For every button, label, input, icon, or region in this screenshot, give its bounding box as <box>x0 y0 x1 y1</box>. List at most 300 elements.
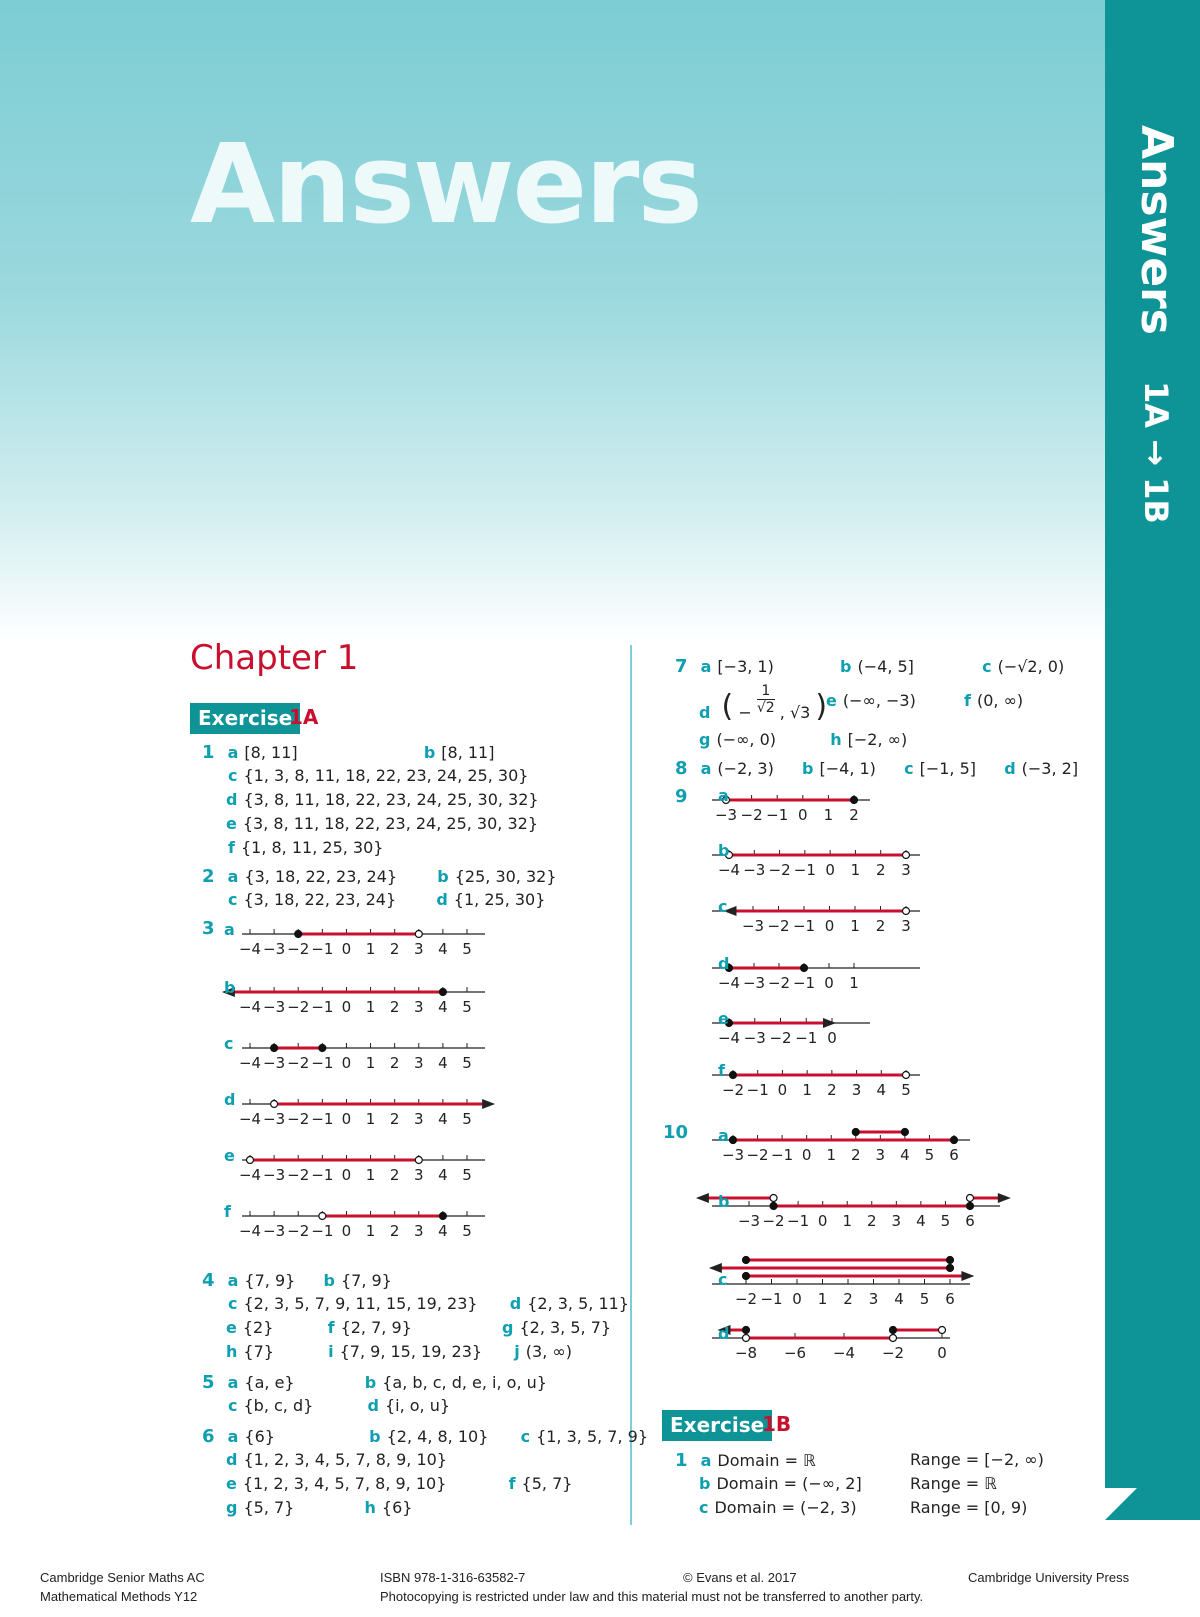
number-line-svg <box>240 912 490 962</box>
number-line-svg <box>710 1318 960 1368</box>
tick-label: 0 <box>792 1290 802 1308</box>
part-label: d <box>718 1324 730 1343</box>
part-label: b <box>323 1271 335 1290</box>
part-label: c <box>228 1294 238 1313</box>
footer-copyright: © Evans et al. 2017 <box>683 1570 797 1585</box>
footer-book-title: Mathematical Methods Y12 <box>40 1589 198 1604</box>
answer-value: (−√2, 0) <box>997 657 1065 676</box>
answer-row <box>228 838 383 857</box>
number-line-svg <box>240 1138 490 1188</box>
tick-label: 3 <box>851 1081 862 1099</box>
question-number-row <box>202 918 215 939</box>
part-label: d <box>436 890 448 909</box>
part-label: b <box>423 743 436 762</box>
answer-row <box>228 766 528 785</box>
tick-label: −1 <box>311 1054 334 1072</box>
part-label: a <box>227 1427 239 1446</box>
tick-label: −1 <box>746 1081 769 1099</box>
number-line-svg <box>240 1082 490 1132</box>
closed-endpoint <box>951 1137 958 1144</box>
answer-row <box>699 730 907 749</box>
answer-value: {2, 7, 9} <box>340 1318 412 1337</box>
closed-endpoint <box>319 1045 326 1052</box>
tick-label: 2 <box>389 1054 400 1072</box>
tick-label: −2 <box>881 1344 905 1362</box>
answer-row <box>675 1450 816 1471</box>
open-endpoint <box>415 1157 422 1164</box>
range-value: Range = [−2, ∞) <box>910 1450 1044 1469</box>
tick-label: 4 <box>876 1081 887 1099</box>
answer-value: {5, 7} <box>243 1498 295 1517</box>
number-line-a <box>224 912 490 962</box>
tick-label: 3 <box>414 1110 424 1128</box>
number-line-c <box>710 1250 970 1308</box>
part-label: b <box>437 867 449 886</box>
part-label: b <box>802 759 814 778</box>
closed-endpoint <box>890 1327 897 1334</box>
tick-label: 5 <box>919 1290 930 1308</box>
question-number: 1 <box>202 742 215 763</box>
number-line-a <box>710 1120 970 1170</box>
closed-endpoint <box>295 931 302 938</box>
number-line-f <box>224 1194 490 1244</box>
tick-label: 1 <box>850 861 861 879</box>
number-line-d <box>224 1082 490 1132</box>
tick-label: 2 <box>389 1222 400 1240</box>
tick-label: 3 <box>414 940 424 958</box>
tick-label: −3 <box>737 1212 761 1230</box>
tick-label: −2 <box>768 861 791 879</box>
tick-label: −3 <box>714 806 738 824</box>
paren-open: ( <box>721 689 734 724</box>
hero-banner <box>0 0 1105 640</box>
answer-value: {1, 25, 30} <box>453 890 546 909</box>
answer-value: {a, b, c, d, e, i, o, u} <box>382 1373 547 1392</box>
tick-label: 6 <box>945 1290 955 1308</box>
tick-label: 3 <box>414 998 424 1016</box>
tick-label: 1 <box>850 917 860 935</box>
part-label: d <box>226 790 238 809</box>
tick-label: 1 <box>365 1166 376 1184</box>
arrow-right <box>998 1193 1011 1203</box>
tick-label: −2 <box>734 1290 758 1308</box>
answer-value: {25, 30, 32} <box>454 867 557 886</box>
answer-row <box>202 1270 392 1291</box>
tick-label: 0 <box>777 1081 788 1099</box>
answer-value: (−2, 3) <box>717 759 774 778</box>
tick-label: −4 <box>717 861 741 879</box>
tick-label: −1 <box>771 1146 794 1164</box>
tick-label: −4 <box>238 1222 262 1240</box>
part-label: j <box>514 1342 520 1361</box>
paren-close: ) <box>815 689 828 724</box>
domain-value: Domain = ℝ <box>717 1451 816 1470</box>
answer-row <box>826 691 1023 710</box>
tick-label: −1 <box>787 1212 810 1230</box>
part-label: f <box>718 1061 725 1080</box>
answer-row <box>226 1474 572 1493</box>
arrow-right <box>961 1271 974 1281</box>
number-line-a <box>710 785 910 835</box>
number-line-c <box>224 1026 490 1076</box>
tick-label: −4 <box>238 1054 262 1072</box>
open-endpoint <box>770 1195 777 1202</box>
tick-label: 2 <box>875 861 886 879</box>
number-line-b <box>710 1180 1010 1230</box>
tick-label: 4 <box>438 1166 448 1184</box>
number-line-svg <box>710 896 930 946</box>
part-label: e <box>226 814 237 833</box>
part-label: f <box>224 1202 231 1221</box>
tick-label: −1 <box>792 917 816 935</box>
answer-value: (3, ∞) <box>525 1342 572 1361</box>
part-label: f <box>327 1318 335 1337</box>
tick-label: −2 <box>769 1029 792 1047</box>
closed-endpoint <box>439 989 446 996</box>
open-endpoint <box>415 931 422 938</box>
tick-label: −4 <box>238 1166 262 1184</box>
footer-publisher: Cambridge University Press <box>968 1570 1130 1585</box>
part-label: a <box>700 1451 712 1470</box>
answer-value: {3, 18, 22, 23, 24} <box>243 890 397 909</box>
tick-label: 1 <box>365 1110 376 1128</box>
tick-label: 2 <box>827 1081 837 1099</box>
tick-label: −1 <box>311 1166 334 1184</box>
number-line-d <box>710 1318 960 1368</box>
open-endpoint <box>939 1327 946 1334</box>
tick-label: 0 <box>825 861 835 879</box>
footer-book-series: Cambridge Senior Maths AC <box>40 1570 205 1585</box>
answer-value: {i, o, u} <box>384 1396 451 1415</box>
part-label: c <box>699 1498 709 1517</box>
question-number-row <box>675 786 688 807</box>
answer-value: {7, 9, 15, 19, 23} <box>339 1342 483 1361</box>
answer-row <box>226 790 539 809</box>
closed-endpoint <box>730 1137 737 1144</box>
answer-row <box>699 683 827 723</box>
column-divider <box>630 645 632 1525</box>
part-label: d <box>509 1294 522 1313</box>
answer-value: [−2, ∞) <box>847 730 908 749</box>
answer-value: , √3 <box>779 703 811 722</box>
tick-label: 5 <box>462 998 472 1016</box>
tick-label: 5 <box>940 1212 951 1230</box>
answer-value: (−4, 5] <box>857 657 914 676</box>
arrow-right <box>823 1018 836 1028</box>
tick-label: 4 <box>894 1290 904 1308</box>
answer-value: [−1, 5] <box>919 759 976 778</box>
tick-label: 5 <box>462 940 472 958</box>
tick-label: 1 <box>802 1081 812 1099</box>
question-number: 2 <box>202 866 215 887</box>
tick-label: 5 <box>924 1146 935 1164</box>
tick-label: 4 <box>438 1222 448 1240</box>
part-label: c <box>718 897 728 916</box>
question-number: 3 <box>202 918 215 939</box>
tick-label: −3 <box>263 1222 286 1240</box>
tick-label: 1 <box>365 998 376 1016</box>
part-label: e <box>826 691 837 710</box>
part-label: f <box>964 691 971 710</box>
answer-row <box>226 1318 611 1337</box>
tick-label: 2 <box>843 1290 853 1308</box>
tick-label: −2 <box>740 806 763 824</box>
closed-endpoint <box>743 1257 750 1264</box>
answer-value: {7, 9} <box>244 1271 296 1290</box>
closed-endpoint <box>947 1257 954 1264</box>
tick-label: −1 <box>311 998 334 1016</box>
tick-label: 0 <box>798 806 808 824</box>
part-label: h <box>830 730 842 749</box>
exercise-code: 1A <box>289 705 319 729</box>
question-number: 10 <box>663 1122 689 1143</box>
tick-label: 5 <box>462 1110 472 1128</box>
question-number: 1 <box>675 1450 688 1471</box>
open-endpoint <box>890 1335 897 1342</box>
tick-label: 1 <box>365 1054 376 1072</box>
answer-value: (−3, 2] <box>1021 759 1079 778</box>
part-label: i <box>328 1342 334 1361</box>
answer-value: (0, ∞) <box>977 691 1024 710</box>
tick-label: −3 <box>263 1054 286 1072</box>
answer-row <box>202 742 494 763</box>
part-label: c <box>904 759 914 778</box>
number-line-b <box>710 840 930 890</box>
part-label: c <box>520 1427 531 1446</box>
page-title: Answers <box>190 120 701 248</box>
number-line-e <box>224 1138 490 1188</box>
answer-value: (−∞, −3) <box>842 691 916 710</box>
answer-row <box>202 1372 547 1393</box>
tick-label: 3 <box>875 1146 886 1164</box>
fraction-denominator: √2 <box>756 700 775 716</box>
closed-endpoint <box>743 1327 750 1334</box>
range-value: Range = ℝ <box>910 1474 997 1493</box>
answer-value: {2, 3, 5, 11} <box>527 1294 629 1313</box>
tick-label: 0 <box>817 1212 828 1230</box>
answer-value: {a, e} <box>244 1373 295 1392</box>
part-label: a <box>700 657 712 676</box>
tick-label: 0 <box>341 940 352 958</box>
number-line-svg <box>240 1194 490 1244</box>
tick-label: 2 <box>389 1110 400 1128</box>
tick-label: 3 <box>901 917 911 935</box>
closed-endpoint <box>967 1203 974 1210</box>
tick-label: −8 <box>734 1344 758 1362</box>
part-label: f <box>228 838 235 857</box>
answer-row <box>226 1342 572 1361</box>
tick-label: −4 <box>238 940 262 958</box>
part-label: b <box>840 657 852 676</box>
number-line-svg <box>710 1120 970 1170</box>
question-number: 7 <box>675 656 688 677</box>
fraction-numerator: 1 <box>757 683 775 700</box>
tick-label: 5 <box>462 1166 472 1184</box>
answer-value: {1, 2, 3, 4, 5, 7, 8, 9, 10} <box>243 1450 447 1469</box>
tick-label: 1 <box>365 1222 376 1240</box>
part-label: a <box>224 920 235 939</box>
open-endpoint <box>319 1213 326 1220</box>
tick-label: 1 <box>849 974 859 992</box>
tick-label: −3 <box>742 974 766 992</box>
tick-label: 3 <box>414 1166 424 1184</box>
tick-label: −4 <box>832 1344 856 1362</box>
answer-value: {2, 4, 8, 10} <box>386 1427 489 1446</box>
tick-label: −2 <box>287 1166 310 1184</box>
tick-label: −2 <box>767 974 791 992</box>
tick-label: 2 <box>851 1146 861 1164</box>
answer-value: [8, 11] <box>244 743 298 762</box>
answer-value: [−3, 1) <box>717 657 774 676</box>
tick-label: −4 <box>717 1029 741 1047</box>
tick-label: 1 <box>823 806 834 824</box>
question-number: 6 <box>202 1426 215 1447</box>
open-endpoint <box>967 1195 974 1202</box>
answer-value: {3, 18, 22, 23, 24} <box>244 867 398 886</box>
side-tab-title: Answers <box>1131 125 1182 335</box>
footer-isbn: ISBN 978-1-316-63582-7 <box>380 1570 526 1585</box>
tick-label: 3 <box>901 861 911 879</box>
number-line-svg <box>710 1062 930 1112</box>
answer-row <box>226 1450 447 1469</box>
open-endpoint <box>247 1157 254 1164</box>
tick-label: 0 <box>341 998 352 1016</box>
tick-label: 1 <box>817 1290 828 1308</box>
part-label: c <box>224 1034 234 1053</box>
answer-row <box>228 1294 629 1313</box>
part-label: b <box>369 1427 381 1446</box>
tick-label: −4 <box>238 1110 262 1128</box>
part-label: c <box>718 1270 728 1289</box>
number-line-svg <box>710 1250 970 1308</box>
answer-row <box>226 814 538 833</box>
tick-label: 1 <box>365 940 376 958</box>
part-label: e <box>718 1009 729 1028</box>
number-line-b <box>224 970 490 1020</box>
part-label: a <box>227 743 239 762</box>
tick-label: −2 <box>287 1054 310 1072</box>
answer-row <box>226 1498 412 1517</box>
tick-label: −1 <box>792 974 816 992</box>
tick-label: 0 <box>827 1029 837 1047</box>
open-endpoint <box>903 1072 910 1079</box>
part-label: d <box>224 1090 236 1109</box>
footer-notice: Photocopying is restricted under law and this material must not be transferred to another party. <box>380 1589 924 1604</box>
part-label: d <box>226 1450 238 1469</box>
part-label: b <box>699 1474 711 1493</box>
tick-label: 0 <box>824 974 834 992</box>
tick-label: −3 <box>743 1029 766 1047</box>
tick-label: −3 <box>741 917 765 935</box>
tick-label: −4 <box>717 974 741 992</box>
tick-label: 2 <box>389 940 400 958</box>
part-label: a <box>718 786 729 805</box>
arrow-right <box>482 1099 495 1109</box>
question-number: 5 <box>202 1372 215 1393</box>
tick-label: −2 <box>287 1110 310 1128</box>
tick-label: −2 <box>287 1222 310 1240</box>
tick-label: −1 <box>311 1110 334 1128</box>
side-tab-label <box>1122 125 1182 585</box>
part-label: e <box>226 1474 237 1493</box>
closed-endpoint <box>851 797 858 804</box>
answer-value: {b, c, d} <box>243 1396 314 1415</box>
tick-label: 4 <box>900 1146 910 1164</box>
tick-label: 4 <box>438 1110 448 1128</box>
tick-label: 2 <box>849 806 859 824</box>
tick-label: 3 <box>414 1222 424 1240</box>
tick-label: 4 <box>438 998 448 1016</box>
minus-sign: − <box>738 703 752 722</box>
tick-label: −3 <box>721 1146 745 1164</box>
answer-value: {5, 7} <box>521 1474 573 1493</box>
number-line-svg <box>710 953 930 1003</box>
tick-label: 3 <box>414 1054 424 1072</box>
tick-label: −2 <box>287 998 310 1016</box>
part-label: a <box>718 1126 729 1145</box>
open-endpoint <box>743 1335 750 1342</box>
exercise-label: Exercise <box>190 703 300 734</box>
number-line-c <box>710 896 930 946</box>
answer-value: {7} <box>243 1342 274 1361</box>
part-label: c <box>982 657 992 676</box>
fraction <box>757 683 775 716</box>
part-label: b <box>224 978 236 997</box>
closed-endpoint <box>770 1203 777 1210</box>
answer-value: {1, 3, 8, 11, 18, 22, 23, 24, 25, 30} <box>243 766 529 785</box>
number-line-svg <box>710 1180 1010 1230</box>
domain-value: Domain = (−∞, 2] <box>716 1474 862 1493</box>
answer-value: (−∞, 0) <box>716 730 777 749</box>
part-label: h <box>226 1342 238 1361</box>
exercise-code: 1B <box>762 1412 792 1436</box>
part-label: d <box>718 954 730 973</box>
tick-label: −3 <box>263 940 286 958</box>
chapter-heading: Chapter 1 <box>190 638 359 678</box>
tick-label: 6 <box>965 1212 975 1230</box>
side-tab-range: 1A → 1B <box>1137 380 1175 524</box>
tick-label: 0 <box>937 1344 947 1362</box>
part-label: b <box>364 1373 377 1392</box>
tick-label: −2 <box>721 1081 745 1099</box>
tick-label: −2 <box>287 940 310 958</box>
tick-label: −1 <box>793 861 816 879</box>
tick-label: −3 <box>263 998 286 1016</box>
closed-endpoint <box>947 1265 954 1272</box>
tick-label: −2 <box>762 1212 785 1230</box>
part-label: a <box>227 1271 239 1290</box>
part-label: f <box>508 1474 516 1493</box>
question-number: 9 <box>675 786 688 807</box>
tick-label: −3 <box>263 1110 286 1128</box>
part-label: c <box>228 1396 238 1415</box>
tick-label: 1 <box>842 1212 852 1230</box>
exercise-label: Exercise <box>662 1410 772 1441</box>
answer-value: {1, 3, 5, 7, 9} <box>536 1427 649 1446</box>
closed-endpoint <box>801 965 808 972</box>
question-number-row <box>663 1122 688 1143</box>
tick-label: −4 <box>238 998 262 1016</box>
answer-row <box>699 1474 862 1493</box>
answer-value: {1, 2, 3, 4, 5, 7, 8, 9, 10} <box>242 1474 447 1493</box>
tick-label: 0 <box>341 1222 352 1240</box>
answer-value: {6} <box>381 1498 413 1517</box>
tick-label: −2 <box>767 917 790 935</box>
answer-row <box>228 1396 450 1415</box>
tick-label: 0 <box>801 1146 812 1164</box>
part-label: a <box>227 867 239 886</box>
tick-label: 5 <box>462 1222 472 1240</box>
